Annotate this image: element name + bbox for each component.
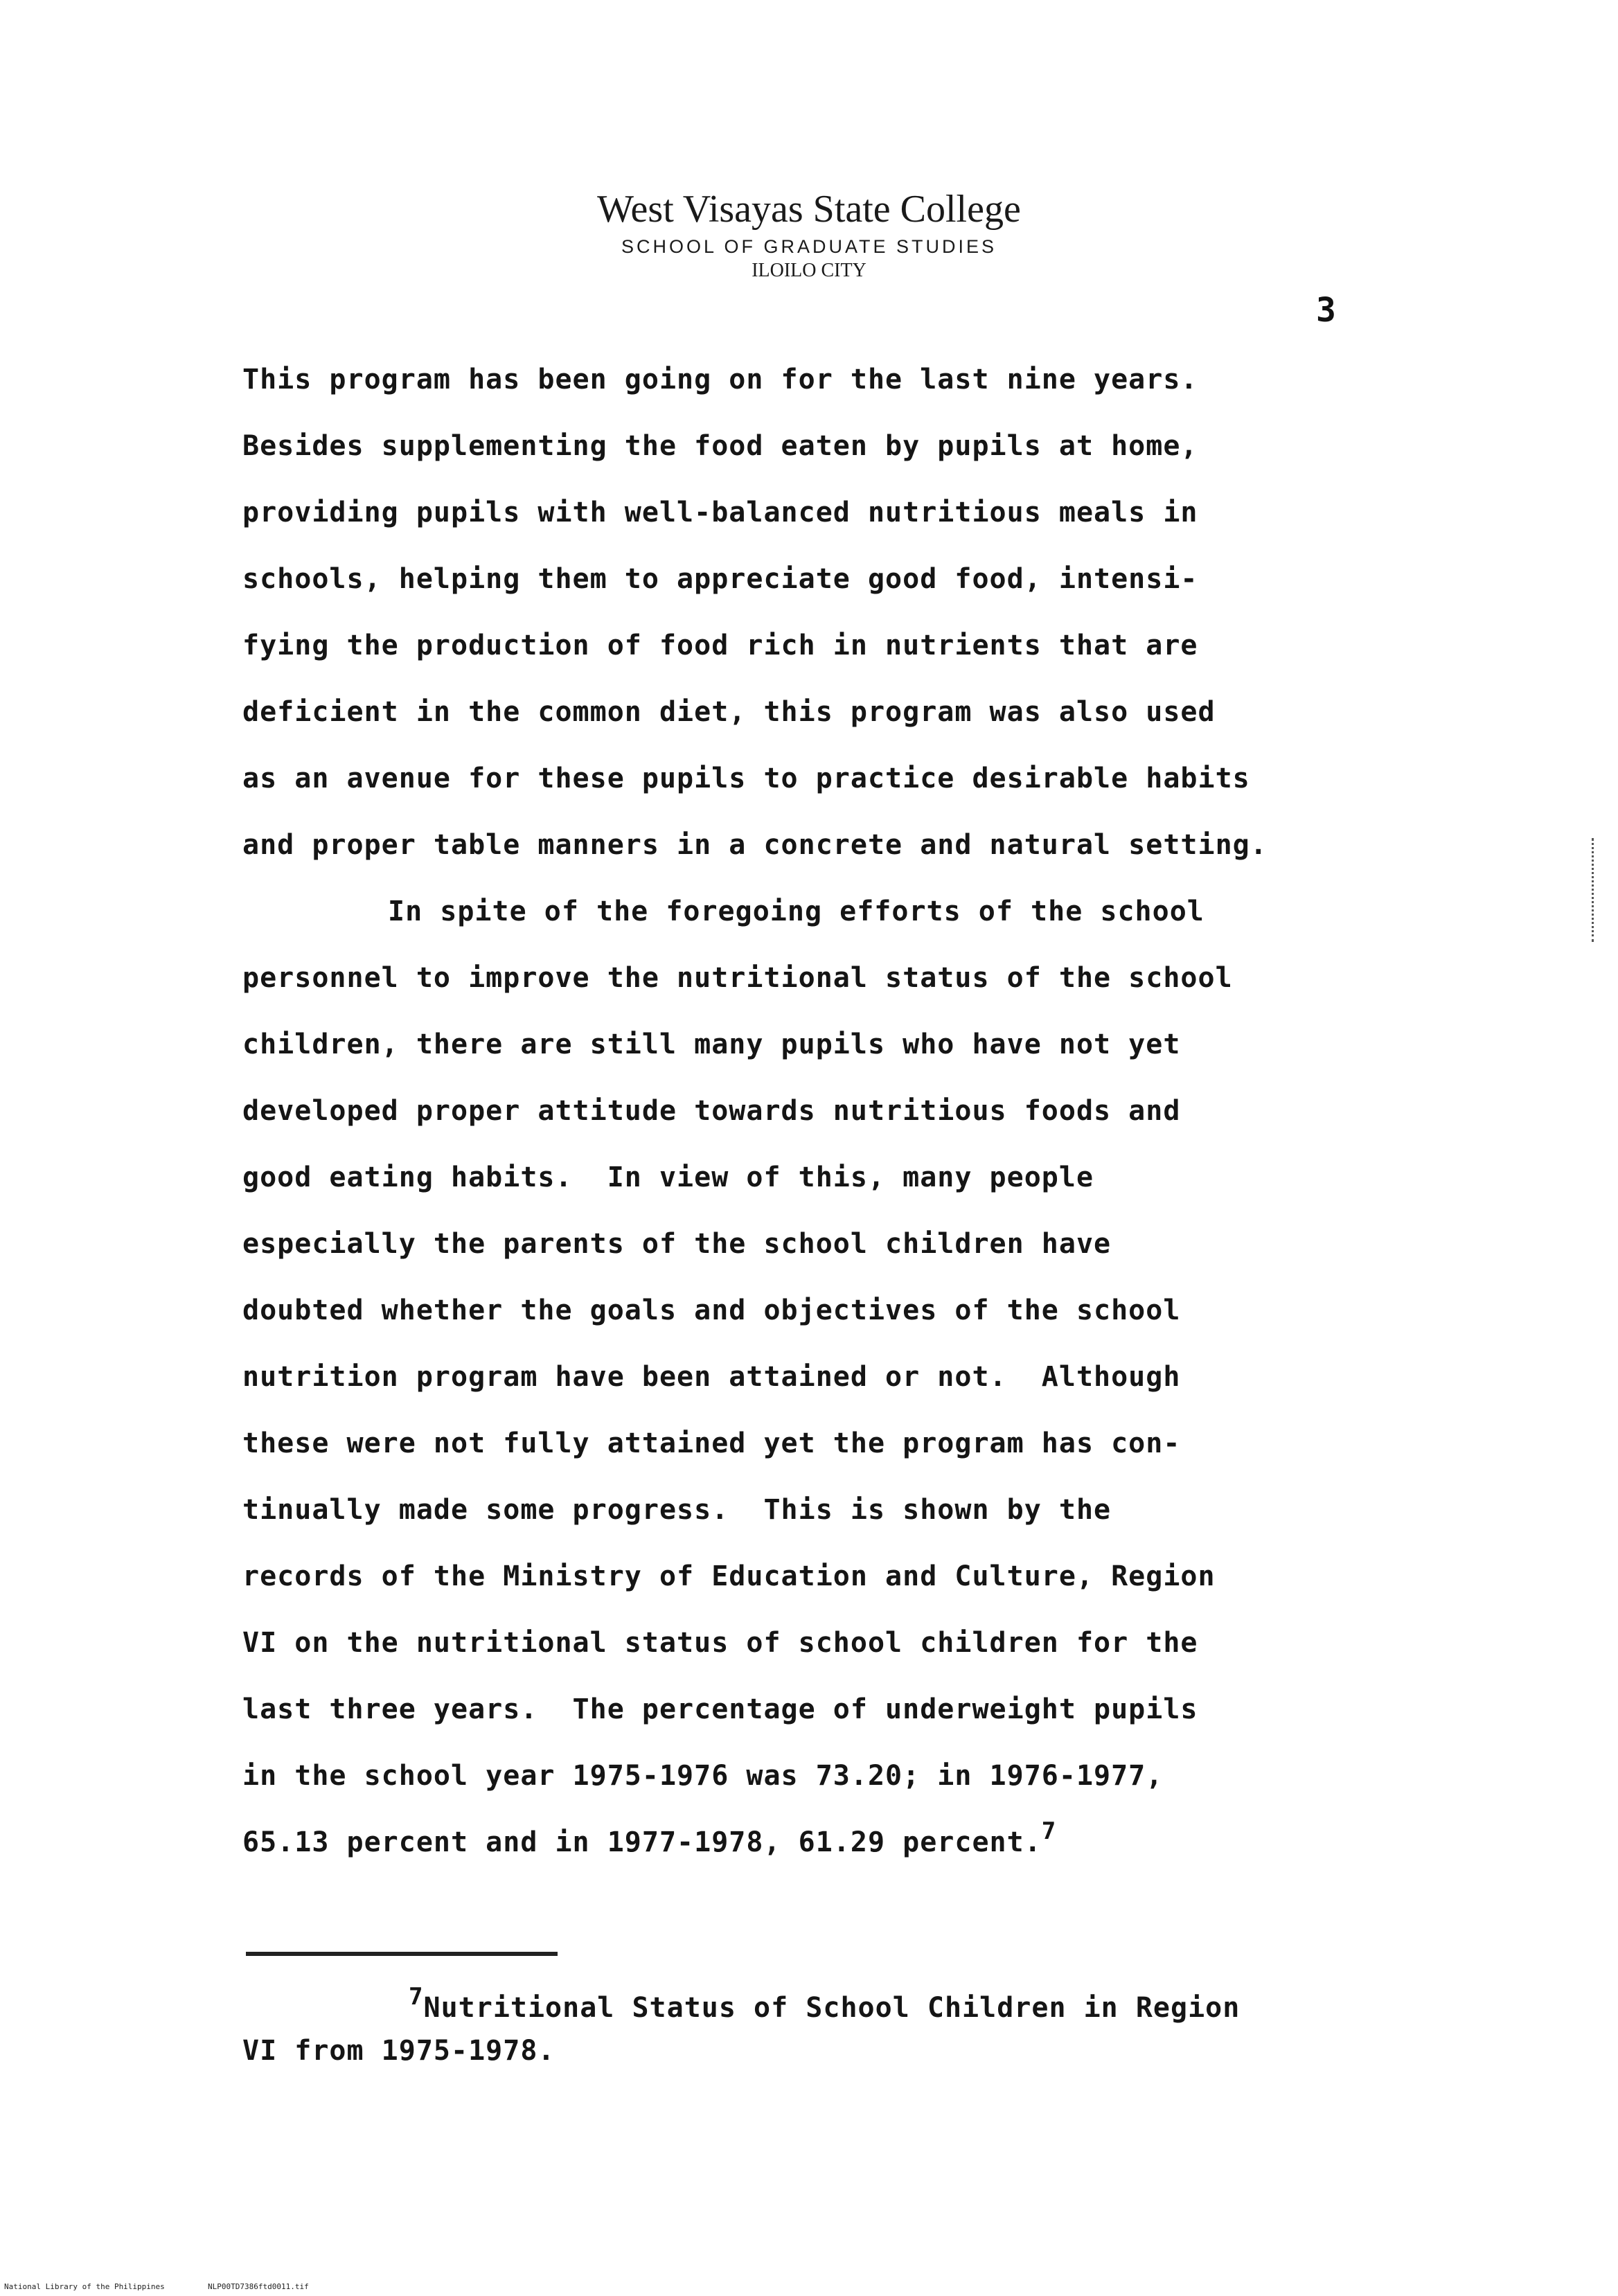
school-name: SCHOOL OF GRADUATE STUDIES — [621, 236, 997, 257]
body-line: VI on the nutritional status of school children for the — [242, 1627, 1198, 1659]
body-line: good eating habits. In view of this, many people — [242, 1162, 1094, 1193]
letterhead — [0, 187, 1618, 283]
paragraph-start-line: In spite of the foregoing efforts of the school — [388, 896, 1204, 927]
footnote — [242, 1983, 1420, 2072]
footer-filename: NLP00TD7386ftd0011.tif — [208, 2282, 309, 2291]
body-line: children, there are still many pupils who have not yet — [242, 1029, 1181, 1060]
page-number: 3 — [1316, 291, 1336, 330]
body-line: as an avenue for these pupils to practice desirable habits — [242, 763, 1250, 794]
footnote-reference: 7 — [1041, 1817, 1057, 1845]
body-line: in the school year 1975-1976 was 73.20; in 1976-1977, — [242, 1760, 1164, 1792]
body-line: providing pupils with well-balanced nutritious meals in — [242, 497, 1198, 528]
body-line: and proper table manners in a concrete and natural setting. — [242, 829, 1268, 861]
body-line: these were not fully attained yet the program has con- — [242, 1427, 1181, 1459]
body-line: deficient in the common diet, this program was also used — [242, 696, 1216, 728]
footnote-text: Nutritional Status of School Children in Region — [423, 1992, 1241, 2024]
footnote-line — [242, 1983, 1420, 2029]
city-name: ILOILO CITY — [752, 260, 866, 281]
body-line: personnel to improve the nutritional status of the school — [242, 962, 1233, 994]
body-line-text: 65.13 percent and in 1977-1978, 61.29 percent. — [242, 1826, 1042, 1858]
body-line-last — [242, 1809, 1420, 1876]
body-line: This program has been going on for the last nine years. — [242, 364, 1198, 395]
footnote-marker: 7 — [409, 1983, 424, 2011]
scan-edge-mark — [1592, 838, 1594, 942]
footnote-divider — [246, 1952, 558, 1956]
college-name: West Visayas State College — [597, 188, 1021, 231]
body-line: developed proper attitude towards nutritious foods and — [242, 1095, 1181, 1127]
body-line: schools, helping them to appreciate good food, intensi- — [242, 563, 1198, 595]
body-line: records of the Ministry of Education and Culture, Region — [242, 1560, 1216, 1592]
body-text — [242, 346, 1420, 1876]
body-line: especially the parents of the school children have — [242, 1228, 1112, 1260]
footer-credit: National Library of the Philippines — [4, 2282, 165, 2291]
body-line: fying the production of food rich in nutrients that are — [242, 630, 1198, 661]
body-line: nutrition program have been attained or not. Although — [242, 1361, 1181, 1393]
body-line: doubted whether the goals and objectives of the school — [242, 1294, 1181, 1326]
body-line: Besides supplementing the food eaten by pupils at home, — [242, 430, 1198, 462]
body-line: last three years. The percentage of underweight pupils — [242, 1693, 1198, 1725]
footnote-line-continued: VI from 1975-1978. — [242, 2035, 555, 2067]
body-line: tinually made some progress. This is shown by the — [242, 1494, 1112, 1526]
